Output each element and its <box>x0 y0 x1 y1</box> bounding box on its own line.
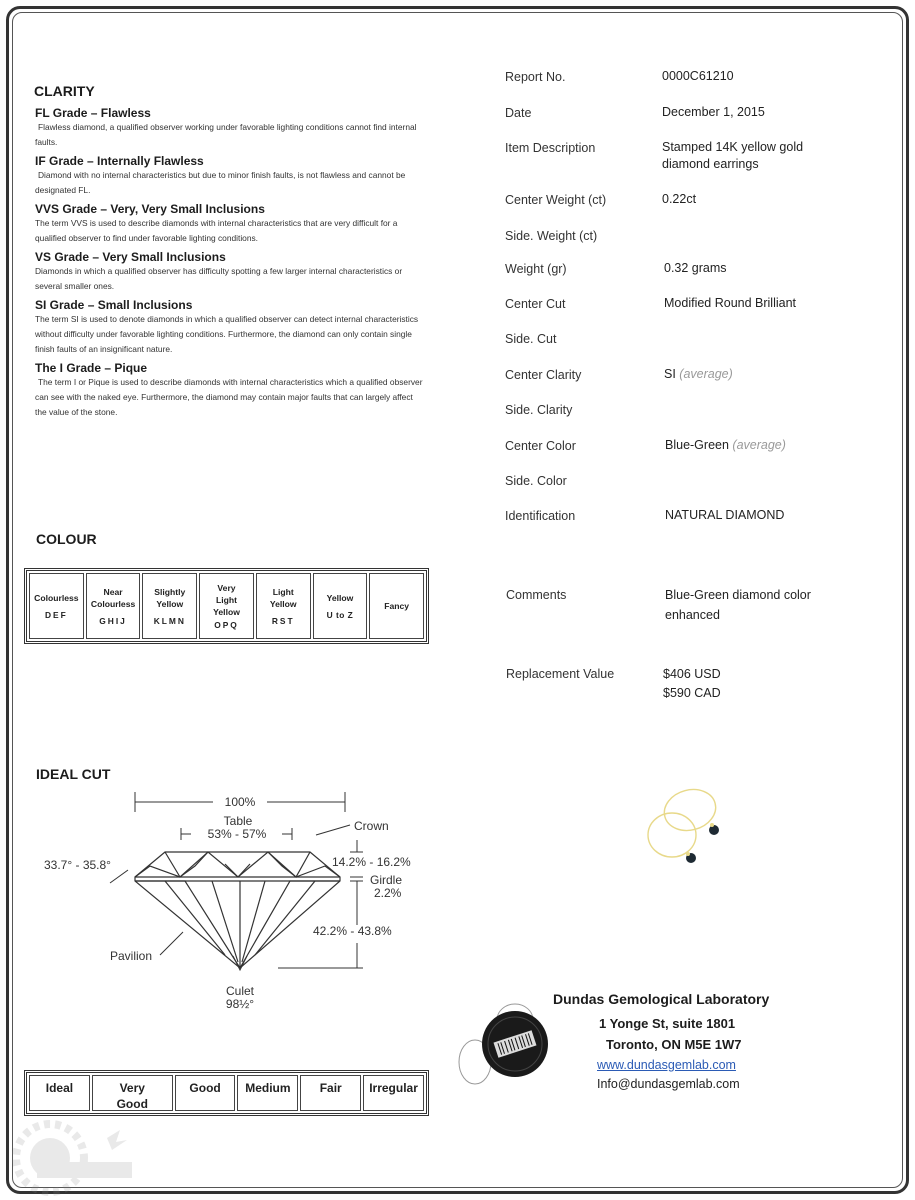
cut-grade-fair: Fair <box>300 1075 361 1111</box>
diamond-stone-1 <box>709 825 719 835</box>
colour-cell-fancy: Fancy <box>369 573 424 639</box>
cut-grade-medium: Medium <box>237 1075 298 1111</box>
center-color-label: Center Color <box>505 439 576 453</box>
identification-value: NATURAL DIAMOND <box>665 508 785 522</box>
report-no-value: 0000C61210 <box>662 69 734 83</box>
center-color-value <box>665 437 786 454</box>
comments-line2: enhanced <box>665 608 720 622</box>
lab-name: Dundas Gemological Laboratory <box>553 991 770 1007</box>
center-clarity-note: (average) <box>679 367 733 381</box>
grade-i-description: The term I or Pique is used to describe diamonds with internal characteristics which a qualified observer can see with the naked eye. Furthermore, the diamond may contain major faults that can largely affect the value of the stone. <box>35 377 423 417</box>
comments-line1: Blue-Green diamond color <box>665 588 811 602</box>
weight-label: Weight (gr) <box>505 262 567 276</box>
replacement-value <box>663 665 721 703</box>
cut-grade-very-good: Very Good <box>92 1075 173 1111</box>
ideal-cut-heading: IDEAL CUT <box>36 766 111 782</box>
weight-value: 0.32 grams <box>664 261 727 275</box>
item-description-line1: Stamped 14K yellow gold <box>662 140 804 154</box>
colour-cell-colourless: Colourless DEF <box>29 573 84 639</box>
report-no-label: Report No. <box>505 70 566 84</box>
center-weight-label: Center Weight (ct) <box>505 193 607 207</box>
identification-label: Identification <box>505 509 576 523</box>
colour-cell-slightly-yellow: Slightly Yellow KLMN <box>142 573 197 639</box>
center-clarity-label: Center Clarity <box>505 368 582 382</box>
girdle-value: 2.2% <box>374 886 402 900</box>
pavilion-depth: 42.2% - 43.8% <box>313 924 392 938</box>
grade-if-description: Diamond with no internal characteristics but due to minor finish faults, is not flawless and cannot be designated FL. <box>35 170 406 195</box>
cut-grade-ideal: Ideal <box>29 1075 90 1111</box>
clarity-grade-list <box>35 106 425 420</box>
comments-value <box>665 585 811 625</box>
center-clarity-value <box>664 366 733 383</box>
colour-grade-table <box>24 568 429 644</box>
lab-address-line2: Toronto, ON M5E 1W7 <box>606 1037 742 1052</box>
comments-label: Comments <box>506 588 567 602</box>
grade-si-description: The term SI is used to denote diamonds in which a qualified observer can detect internal characteristics without difficulty under favorable lighting conditions. Furthermore, the diamond can only contain single finish faults of an insignificant nature. <box>35 314 419 354</box>
replacement-cad: $590 CAD <box>663 686 721 700</box>
girdle-label: Girdle <box>370 873 403 887</box>
lab-email: Info@dundasgemlab.com <box>597 1077 740 1091</box>
colour-cell-near-colourless: Near Colourless GHIJ <box>86 573 141 639</box>
center-weight-value: 0.22ct <box>662 192 697 206</box>
grade-vs-title: VS Grade – Very Small Inclusions <box>35 250 226 264</box>
kastner-auctions-watermark <box>12 1120 142 1196</box>
center-cut-value: Modified Round Brilliant <box>664 296 797 310</box>
item-description-value <box>662 139 803 173</box>
table-range: 53% - 57% <box>207 827 267 841</box>
colour-heading: COLOUR <box>36 531 97 547</box>
grade-i-title: The I Grade – Pique <box>35 361 148 375</box>
colour-cell-light-yellow: Light Yellow RST <box>256 573 311 639</box>
diamond-proportions-diagram <box>20 780 440 1020</box>
lab-website-link[interactable]: www.dundasgemlab.com <box>597 1058 736 1072</box>
replacement-value-label: Replacement Value <box>506 667 615 681</box>
cut-grade-good: Good <box>175 1075 236 1111</box>
replacement-usd: $406 USD <box>663 667 721 681</box>
diamond-outline <box>135 852 340 968</box>
grade-si-title: SI Grade – Small Inclusions <box>35 298 193 312</box>
side-weight-label: Side. Weight (ct) <box>505 229 598 243</box>
table-label: Table <box>223 814 253 828</box>
side-color-label: Side. Color <box>505 474 567 488</box>
center-clarity-grade: SI <box>664 367 676 381</box>
culet-angle: 98½° <box>225 997 255 1011</box>
pavilion-label: Pavilion <box>110 949 153 963</box>
date-label: Date <box>505 106 532 120</box>
cut-grade-table <box>24 1070 429 1116</box>
clarity-heading: CLARITY <box>34 83 95 99</box>
grade-vvs-title: VVS Grade – Very, Very Small Inclusions <box>35 202 265 216</box>
grade-vs-description: Diamonds in which a qualified observer has difficulty spotting a few larger internal characteristics or several smaller ones. <box>35 266 403 291</box>
side-cut-label: Side. Cut <box>505 332 557 346</box>
date-value: December 1, 2015 <box>662 105 765 119</box>
colour-cell-yellow: Yellow U to Z <box>313 573 368 639</box>
center-color-note: (average) <box>732 438 786 452</box>
crown-label: Crown <box>354 819 389 833</box>
earrings-photo <box>630 780 740 880</box>
grade-fl-description: Flawless diamond, a qualified observer working under favorable lighting conditions cannot find internal faults. <box>35 122 417 147</box>
colour-cell-very-light-yellow: Very Light Yellow OPQ <box>199 573 254 639</box>
cut-grade-irregular: Irregular <box>363 1075 424 1111</box>
crown-height: 14.2% - 16.2% <box>332 855 411 869</box>
lab-seal <box>455 998 565 1090</box>
item-description-line2: diamond earrings <box>662 157 759 171</box>
grade-if-title: IF Grade – Internally Flawless <box>35 154 204 168</box>
culet-label: Culet <box>225 984 255 998</box>
side-clarity-label: Side. Clarity <box>505 403 573 417</box>
item-description-label: Item Description <box>505 141 596 155</box>
grade-vvs-description: The term VVS is used to describe diamonds with internal characteristics that are very difficult for a qualified observer to find under favorable lighting conditions. <box>35 218 398 243</box>
lab-address-line1: 1 Yonge St, suite 1801 <box>599 1016 736 1031</box>
total-width-label: 100% <box>224 795 256 809</box>
center-color-grade: Blue-Green <box>665 438 729 452</box>
crown-angle: 33.7° - 35.8° <box>44 858 111 872</box>
grade-fl-title: FL Grade – Flawless <box>35 106 151 120</box>
center-cut-label: Center Cut <box>505 297 566 311</box>
